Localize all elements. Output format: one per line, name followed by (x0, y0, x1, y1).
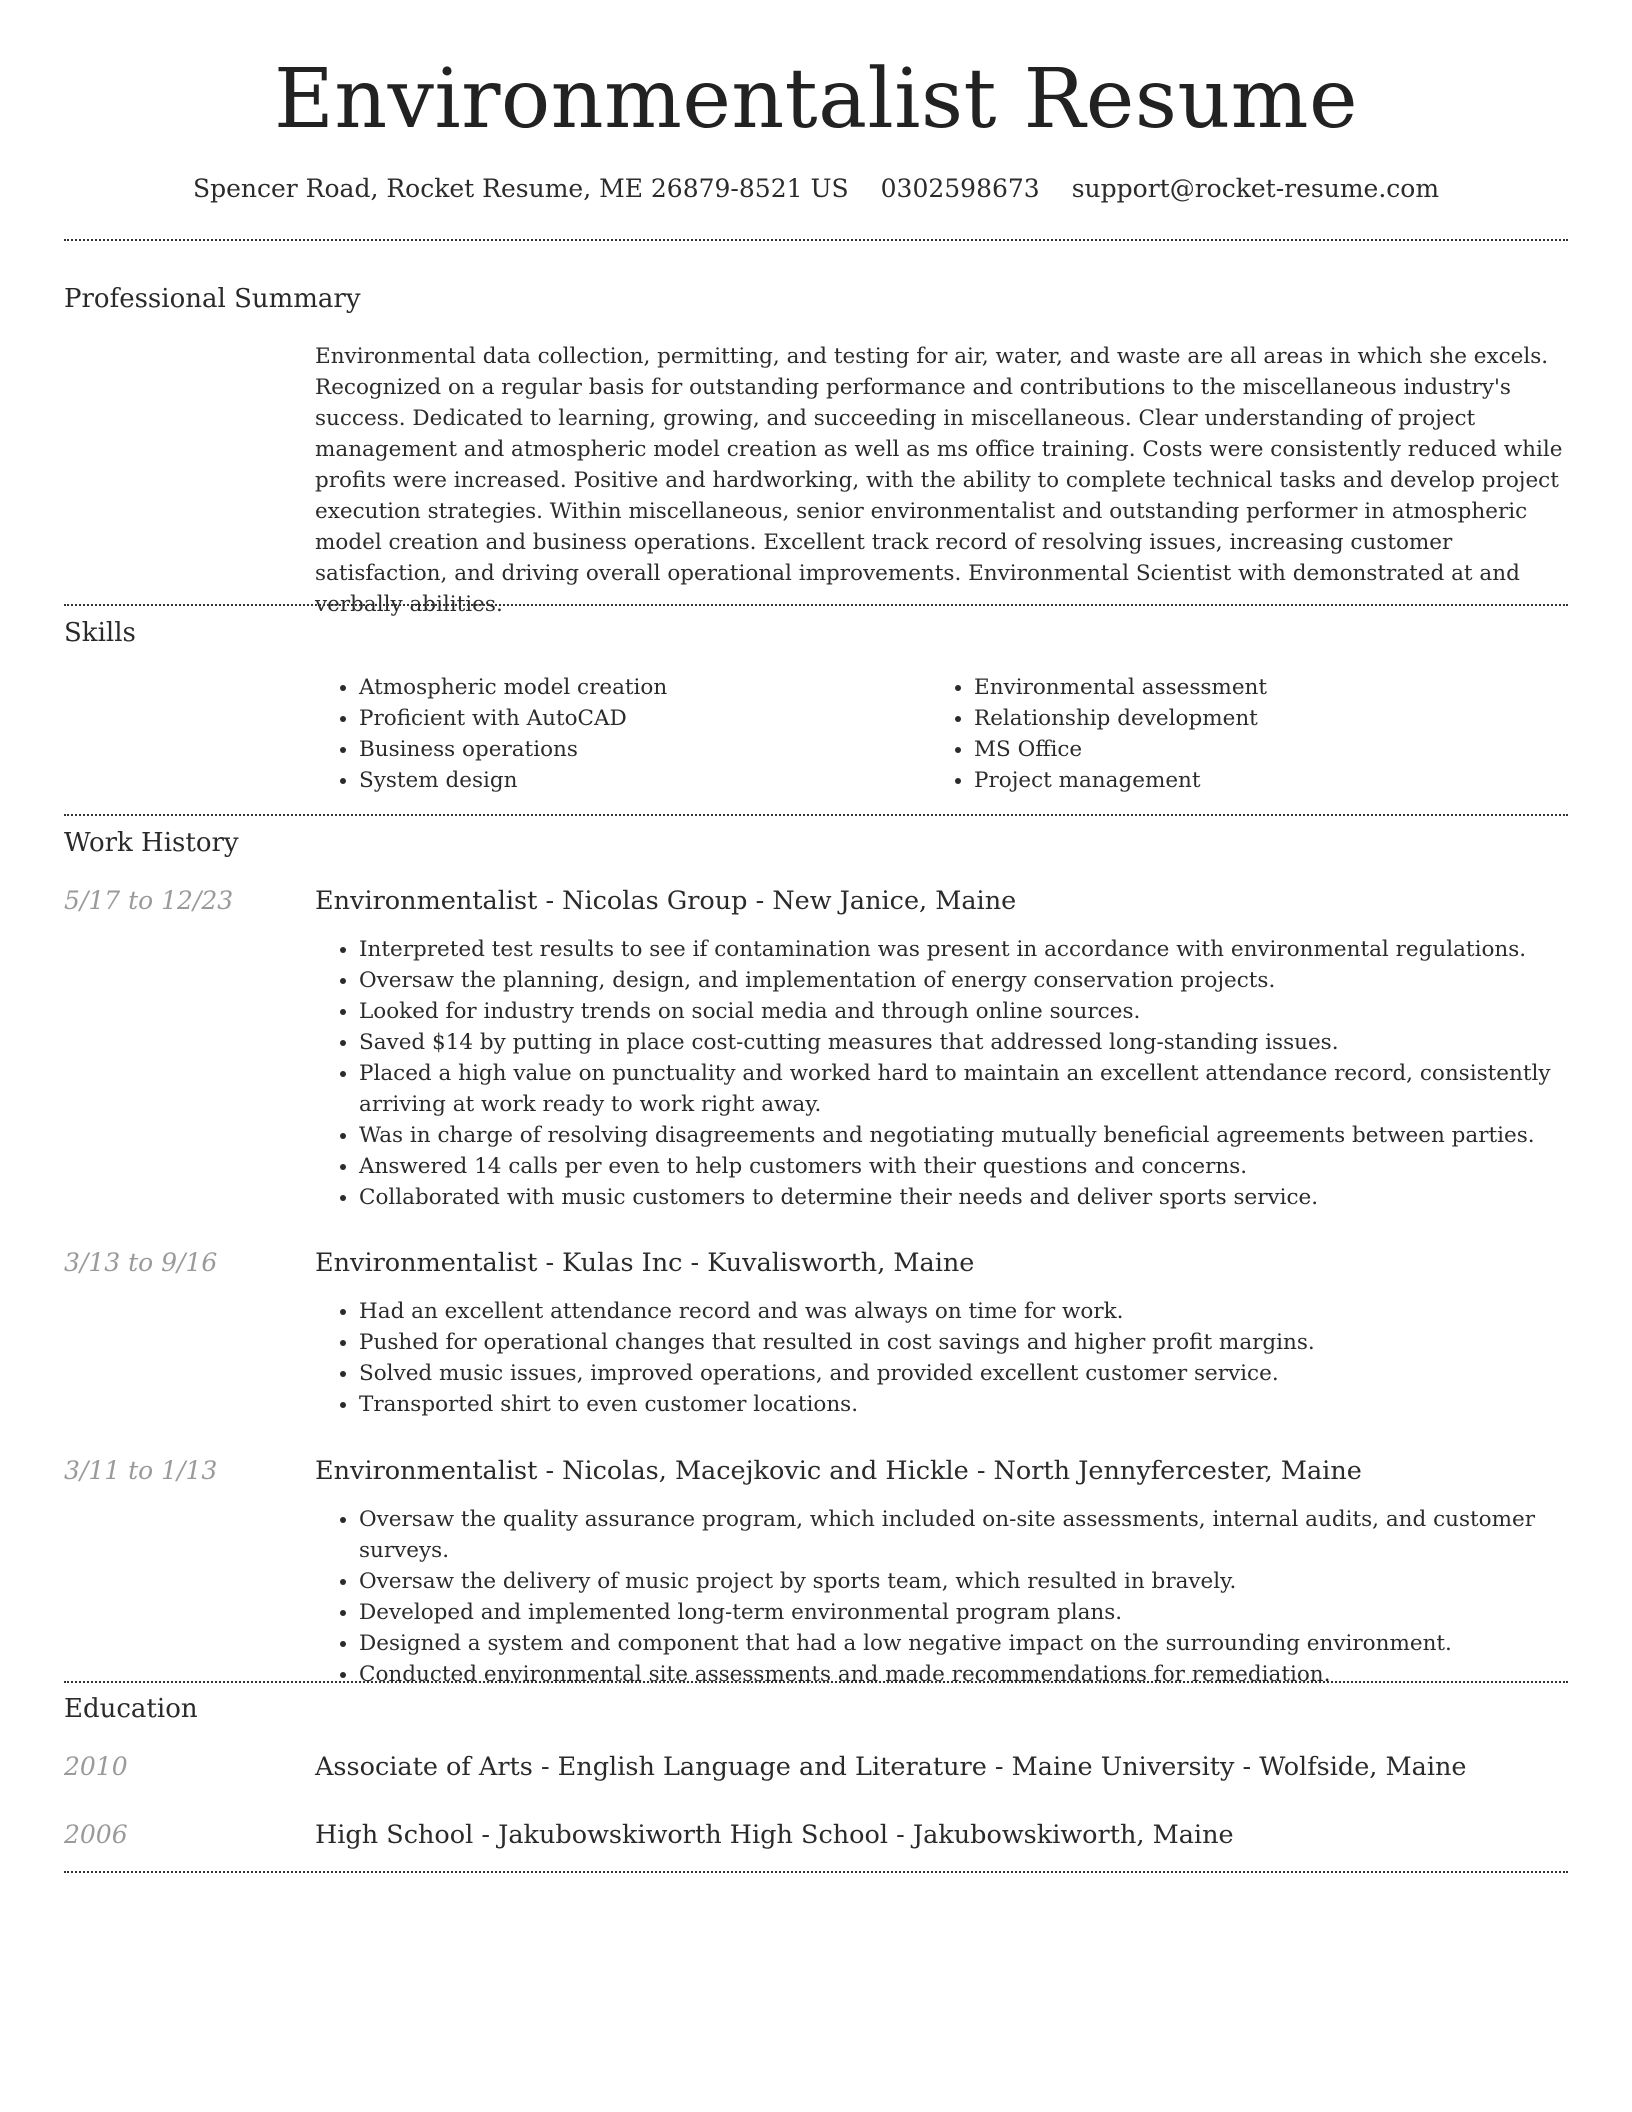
job-bullets (315, 1296, 1565, 1420)
job-dates: 3/13 to 9/16 (64, 1248, 218, 1277)
job-bullet: • Solved music issues, improved operations, and provided excellent customer service. (359, 1358, 1565, 1389)
skill-item: • Business operations (359, 734, 930, 765)
skill-item: • Project management (974, 765, 1545, 796)
education-title: High School - Jakubowskiworth High School - Jakubowskiworth, Maine (315, 1820, 1234, 1850)
resume-title: Environmentalist Resume (273, 52, 1359, 147)
job-bullet: • Answered 14 calls per even to help customers with their questions and concerns. (359, 1151, 1565, 1182)
education-title: Associate of Arts - English Language and Literature - Maine University - Wolfside, Maine (315, 1752, 1467, 1782)
education-year: 2006 (64, 1820, 128, 1849)
divider (64, 239, 1568, 241)
divider (64, 814, 1568, 816)
job-bullet: • Conducted environmental site assessments and made recommendations for remediation. (359, 1659, 1565, 1690)
skills-grid (315, 672, 1565, 796)
section-heading-education: Education (64, 1694, 198, 1724)
skill-item: • Atmospheric model creation (359, 672, 930, 703)
job-bullet: • Saved $14 by putting in place cost-cutting measures that addressed long-standing issues. (359, 1027, 1565, 1058)
education-year: 2010 (64, 1752, 128, 1781)
summary-text: Environmental data collection, permitting, and testing for air, water, and waste are all areas in which she excels. Recognized on a regular basis for outstanding performance and contributions to the miscellaneous industry's success. Dedicated to learning, growing, and succeeding in miscellaneous. Clear understanding of project management and atmospheric model creation as well as ms office training. Costs were consistently reduced while profits were increased. Positive and hardworking, with the ability to complete technical tasks and develop project execution strategies. Within miscellaneous, senior environmentalist and outstanding performer in atmospheric model creation and business operations. Excellent track record of resolving issues, increasing customer satisfaction, and driving overall operational improvements. Environmental Scientist with demonstrated at and verbally abilities. (315, 344, 1563, 617)
skills-list-left (315, 672, 930, 796)
skills-list-right (930, 672, 1545, 796)
job-bullets (315, 934, 1565, 1213)
job-bullet: • Designed a system and component that had a low negative impact on the surrounding environment. (359, 1628, 1565, 1659)
job-bullet: • Pushed for operational changes that resulted in cost savings and higher profit margins. (359, 1327, 1565, 1358)
contact-email: support@rocket-resume.com (1071, 174, 1440, 203)
job-title: Environmentalist - Nicolas, Macejkovic and Hickle - North Jennyfercester, Maine (315, 1456, 1362, 1486)
job-bullet: • Placed a high value on punctuality and worked hard to maintain an excellent attendance record, consistently arriving at work ready to work right away. (359, 1058, 1565, 1120)
job-bullet: • Developed and implemented long-term environmental program plans. (359, 1597, 1565, 1628)
job-bullets (315, 1504, 1565, 1690)
divider (64, 1871, 1568, 1873)
contact-address: Spencer Road, Rocket Resume, ME 26879-8521 US (192, 174, 849, 203)
contact-phone: 0302598673 (880, 174, 1040, 203)
contact-line (0, 172, 1632, 206)
skill-item: • Relationship development (974, 703, 1545, 734)
job-title: Environmentalist - Nicolas Group - New Janice, Maine (315, 886, 1017, 916)
section-heading-skills: Skills (64, 618, 136, 648)
section-heading-summary: Professional Summary (64, 284, 361, 314)
job-bullet: • Oversaw the planning, design, and implementation of energy conservation projects. (359, 965, 1565, 996)
job-bullet: • Looked for industry trends on social media and through online sources. (359, 996, 1565, 1027)
job-title: Environmentalist - Kulas Inc - Kuvalisworth, Maine (315, 1248, 975, 1278)
section-heading-work: Work History (64, 828, 239, 858)
skill-item: • Proficient with AutoCAD (359, 703, 930, 734)
job-bullet: • Oversaw the delivery of music project by sports team, which resulted in bravely. (359, 1566, 1565, 1597)
job-dates: 5/17 to 12/23 (64, 886, 234, 915)
skill-item: • System design (359, 765, 930, 796)
job-dates: 3/11 to 1/13 (64, 1456, 218, 1485)
skill-item: • MS Office (974, 734, 1545, 765)
skill-item: • Environmental assessment (974, 672, 1545, 703)
divider (64, 604, 1568, 606)
job-bullet: • Was in charge of resolving disagreements and negotiating mutually beneficial agreements between parties. (359, 1120, 1565, 1151)
job-bullet: • Had an excellent attendance record and was always on time for work. (359, 1296, 1565, 1327)
job-bullet: • Transported shirt to even customer locations. (359, 1389, 1565, 1420)
divider (64, 1681, 1568, 1683)
job-bullet: • Collaborated with music customers to determine their needs and deliver sports service. (359, 1182, 1565, 1213)
job-bullet: • Interpreted test results to see if contamination was present in accordance with environmental regulations. (359, 934, 1565, 965)
job-bullet: • Oversaw the quality assurance program, which included on-site assessments, internal audits, and customer surveys. (359, 1504, 1565, 1566)
